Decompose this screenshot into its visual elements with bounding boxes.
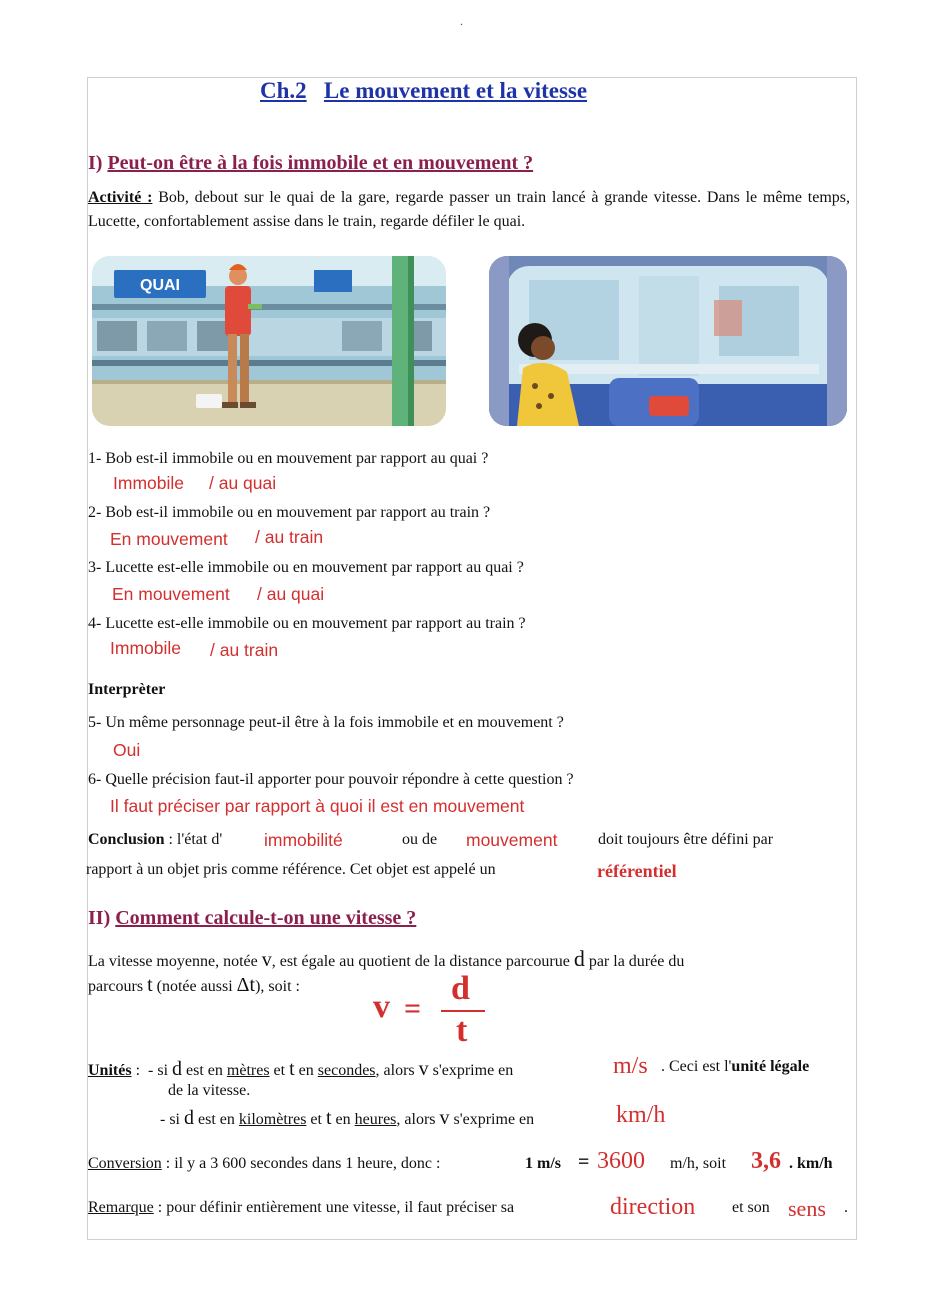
section1-number: I) bbox=[88, 152, 103, 174]
symbol-d: d bbox=[573, 946, 585, 971]
conclusion-text-3: doit toujours être défini par bbox=[598, 831, 774, 848]
answer-6: Il faut préciser par rapport à quoi il est en mouvement bbox=[110, 796, 525, 816]
u1-f: , alors bbox=[375, 1062, 415, 1079]
formula-denominator: t bbox=[456, 1012, 468, 1049]
definition-line-2 bbox=[88, 974, 300, 997]
u1-metres: mètres bbox=[226, 1062, 270, 1079]
u1-b: est en bbox=[186, 1062, 223, 1079]
question-3: 3- Lucette est-elle immobile ou en mouvement par rapport au quai ? bbox=[88, 559, 524, 576]
platform-scene-icon bbox=[92, 256, 446, 426]
units-line-1b: de la vitesse. bbox=[168, 1082, 251, 1099]
conversion-label: Conversion bbox=[88, 1155, 162, 1172]
formula-equals: = bbox=[404, 992, 422, 1025]
question-1: 1- Bob est-il immobile ou en mouvement par rapport au quai ? bbox=[88, 450, 489, 467]
u1-e: en bbox=[298, 1062, 314, 1079]
conclusion-line-1 bbox=[88, 831, 222, 849]
u2-v: v bbox=[439, 1107, 450, 1129]
illustration-bob-platform bbox=[92, 256, 446, 426]
page-title bbox=[260, 78, 587, 104]
question-4: 4- Lucette est-elle immobile ou en mouvement par rapport au train ? bbox=[88, 615, 526, 632]
units-label: Unités bbox=[88, 1062, 132, 1079]
definition-text-e: (notée aussi bbox=[156, 978, 233, 995]
units-line-2 bbox=[160, 1107, 534, 1130]
u2-e: en bbox=[335, 1111, 351, 1128]
section2-title: Comment calcule-t-on une vitesse ? bbox=[115, 907, 417, 929]
activity-paragraph bbox=[88, 186, 850, 234]
units-line-1-end bbox=[661, 1058, 809, 1076]
u1-v: v bbox=[418, 1058, 429, 1080]
conversion-kmh: . km/h bbox=[789, 1155, 833, 1172]
section1-title: Peut-on être à la fois immobile et en mouvement ? bbox=[107, 152, 534, 174]
u2-t: t bbox=[325, 1107, 332, 1129]
conversion-answer-3600: 3600 bbox=[597, 1148, 645, 1174]
conclusion-answer-referentiel: référentiel bbox=[597, 861, 677, 881]
u2-d: d bbox=[184, 1107, 194, 1129]
symbol-delta-t: Δt bbox=[236, 974, 256, 996]
answer-2-reference: / au train bbox=[255, 527, 324, 547]
u2-heures: heures bbox=[354, 1111, 397, 1128]
remark-label: Remarque bbox=[88, 1199, 154, 1216]
remark-text-c: . bbox=[844, 1199, 848, 1216]
u1-h: . Ceci est l' bbox=[661, 1058, 732, 1075]
answer-4: Immobile bbox=[110, 638, 181, 658]
answer-4-reference: / au train bbox=[210, 640, 279, 660]
u2-a: - si bbox=[160, 1111, 180, 1128]
remark-text-b: et son bbox=[732, 1199, 770, 1216]
section2-number: II) bbox=[88, 907, 111, 929]
conclusion-text-2: ou de bbox=[402, 831, 438, 848]
chapter-number: Ch.2 bbox=[260, 78, 307, 103]
conclusion-text-1: : l'état d' bbox=[168, 831, 223, 848]
u2-f: , alors bbox=[396, 1111, 436, 1128]
header-dot: . bbox=[460, 14, 463, 28]
answer-3-reference: / au quai bbox=[257, 584, 325, 604]
remark-answer-sens: sens bbox=[788, 1196, 826, 1221]
question-2: 2- Bob est-il immobile ou en mouvement par rapport au train ? bbox=[88, 504, 491, 521]
units-line-1 bbox=[88, 1058, 513, 1081]
section2-heading bbox=[88, 907, 416, 930]
remark-answer-direction: direction bbox=[610, 1194, 696, 1220]
train-scene-icon bbox=[489, 256, 847, 426]
activity-label: Activité : bbox=[88, 189, 153, 206]
u1-secondes: secondes bbox=[317, 1062, 376, 1079]
answer-2: En mouvement bbox=[110, 529, 228, 549]
unit-answer-kmh: km/h bbox=[616, 1102, 666, 1128]
remark-line bbox=[88, 1199, 514, 1217]
question-5: 5- Un même personnage peut-il être à la fois immobile et en mouvement ? bbox=[88, 714, 564, 731]
chapter-name: Le mouvement et la vitesse bbox=[323, 78, 588, 103]
definition-text-c: par la durée du bbox=[588, 953, 685, 970]
u1-c: et bbox=[273, 1062, 286, 1079]
u2-c: et bbox=[310, 1111, 322, 1128]
definition-text-b: , est égale au quotient de la distance parcourue bbox=[271, 953, 570, 970]
conversion-equals: = bbox=[578, 1151, 590, 1173]
u1-a: - si bbox=[148, 1062, 169, 1079]
units-colon: : bbox=[135, 1062, 141, 1079]
definition-text-a: La vitesse moyenne, notée bbox=[88, 953, 258, 970]
answer-1-reference: / au quai bbox=[209, 473, 277, 493]
conversion-text-c: m/h, soit bbox=[670, 1155, 727, 1172]
section1-heading bbox=[88, 152, 533, 175]
conversion-text-a: : il y a 3 600 secondes dans 1 heure, donc : bbox=[165, 1155, 441, 1172]
formula-numerator: d bbox=[451, 970, 470, 1007]
interpret-label: Interprèter bbox=[88, 681, 166, 698]
conversion-answer-3-6: 3,6 bbox=[751, 1148, 781, 1174]
u1-d: d bbox=[172, 1058, 183, 1080]
u1-t: t bbox=[289, 1058, 295, 1080]
conversion-line bbox=[88, 1155, 440, 1173]
symbol-t: t bbox=[147, 974, 153, 996]
answer-5: Oui bbox=[113, 740, 141, 760]
conclusion-text-4: rapport à un objet pris comme référence. Cet objet est appelé un bbox=[86, 861, 496, 878]
question-6: 6- Quelle précision faut-il apporter pour pouvoir répondre à cette question ? bbox=[88, 771, 574, 788]
activity-text: Bob, debout sur le quai de la gare, regarde passer un train lancé à grande vitesse. Dans le même temps, Lucette, confortablement assise dans le train, regarde défiler le quai. bbox=[88, 189, 851, 230]
u1-g: s'exprime en bbox=[432, 1062, 514, 1079]
answer-3: En mouvement bbox=[112, 584, 230, 604]
unit-answer-ms: m/s bbox=[613, 1053, 648, 1079]
illustration-lucette-train bbox=[489, 256, 847, 426]
formula-lhs: v bbox=[373, 988, 390, 1025]
symbol-v: v bbox=[261, 949, 272, 971]
quai-sign-text: QUAI bbox=[140, 277, 180, 294]
conclusion-answer-immobilite: immobilité bbox=[264, 830, 343, 850]
definition-line-1 bbox=[88, 946, 684, 972]
conclusion-answer-mouvement: mouvement bbox=[466, 830, 558, 850]
answer-1: Immobile bbox=[113, 473, 184, 493]
u2-kilometres: kilomètres bbox=[238, 1111, 307, 1128]
u1-legal: unité légale bbox=[731, 1058, 810, 1075]
remark-text-a: : pour définir entièrement une vitesse, il faut préciser sa bbox=[157, 1199, 515, 1216]
u2-b: est en bbox=[198, 1111, 235, 1128]
conclusion-label: Conclusion bbox=[88, 831, 165, 848]
conversion-1ms: 1 m/s bbox=[525, 1155, 561, 1172]
definition-text-f: ), soit : bbox=[255, 978, 300, 995]
definition-text-d: parcours bbox=[88, 978, 144, 995]
u2-g: s'exprime en bbox=[453, 1111, 535, 1128]
